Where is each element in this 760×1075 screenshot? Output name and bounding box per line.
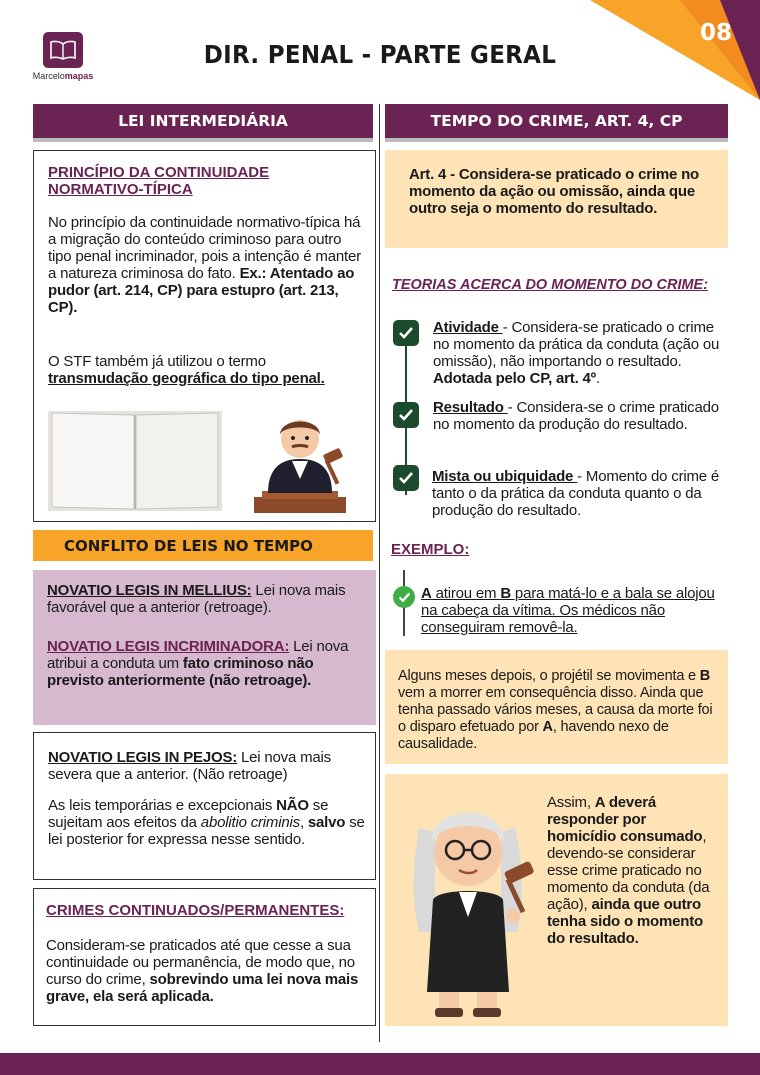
pejus-text: NOVATIO LEGIS IN PEJOS: Lei nova mais severa que a anterior. (Não retroage) — [48, 749, 331, 783]
teoria-atividade: Atividade - Considera-se praticado o crime no momento da prática da conduta (ação ou omissão), não importando o resultado. Adotada pelo CP, art. 4º. — [433, 319, 720, 387]
temporarias-text: As leis temporárias e excepcionais NÃO se sujeitam aos efeitos da abolitio criminis, salvo se lei posterior for expressa nesse sentido. — [48, 797, 365, 848]
check-icon — [393, 402, 419, 428]
principio-text: No princípio da continuidade normativo-típica há a migração do conteúdo criminoso para outro tipo penal incriminador, pois a intenção é manter a natureza criminosa do fato. Ex.: Atentado ao pudor (art. 214, CP) para estupro (art. 213, CP). — [48, 214, 361, 316]
conclusao-box — [385, 774, 728, 1026]
meses-box — [385, 650, 728, 764]
logo-text: Marcelomapas — [32, 71, 94, 81]
check-icon — [393, 465, 419, 491]
meses-text: Alguns meses depois, o projétil se movimenta e B vem a morrer em consequência disso. Ainda que tenha passado vários meses, a causa da morte foi o disparo efetuado por A, havendo nexo de causalidade. — [398, 668, 713, 752]
mellius-text: NOVATIO LEGIS IN MELLIUS: Lei nova mais favorável que a anterior (retroage). — [47, 582, 346, 616]
stf-note: O STF também já utilizou o termo transmudação geográfica do tipo penal. — [48, 353, 325, 387]
art4-text: Art. 4 - Considera-se praticado o crime no momento da ação ou omissão, ainda que outro seja o momento do resultado. — [409, 166, 700, 217]
page-number: 08 — [699, 20, 732, 46]
crimes-text: Consideram-se praticados até que cesse a sua continuidade ou permanência, de modo que, no curso do crime, sobrevindo uma lei nova mais grave, ela será aplicada. — [46, 937, 359, 1005]
exemplo-text: A atirou em B para matá-lo e a bala se alojou na cabeça da vítima. Os médicos não conseguiram removê-la. — [421, 585, 715, 636]
principio-title: PRINCÍPIO DA CONTINUIDADE NORMATIVO-TÍPICA — [48, 164, 270, 198]
teoria-resultado: Resultado - Considera-se o crime praticado no momento da produção do resultado. — [433, 399, 719, 433]
open-book-illustration — [46, 409, 224, 513]
crimes-continuados-box — [33, 888, 376, 1026]
check-icon — [393, 320, 419, 346]
footer-bar — [0, 1053, 760, 1075]
art4-box — [385, 150, 728, 248]
exemplo-title: EXEMPLO: — [391, 541, 470, 558]
old-judge-illustration — [397, 792, 547, 1020]
conclusao-text: Assim, A deverá responder por homicídio consumado, devendo-se considerar esse crime praticado no momento da conduta (da ação), ainda que outro tenha sido o momento do resultado. — [547, 794, 710, 947]
novatio-mellius-box — [33, 570, 376, 725]
incriminadora-text: NOVATIO LEGIS INCRIMINADORA: Lei nova atribui a conduta um fato criminoso não previsto anteriormente (não retroage). — [47, 638, 349, 689]
column-divider — [379, 104, 380, 1042]
judge-illustration — [244, 403, 356, 515]
section-header-lei-intermediaria: LEI INTERMEDIÁRIA — [33, 104, 373, 142]
novatio-pejus-box — [33, 732, 376, 880]
check-circle-icon — [393, 586, 415, 608]
page-title: DIR. PENAL - PARTE GERAL — [203, 40, 557, 69]
teorias-title: TEORIAS ACERCA DO MOMENTO DO CRIME: — [392, 277, 709, 293]
principio-box — [33, 150, 376, 522]
section-header-tempo-do-crime: TEMPO DO CRIME, ART. 4, CP — [385, 104, 728, 142]
section-header-conflito: CONFLITO DE LEIS NO TEMPO — [33, 530, 373, 561]
teoria-mista: Mista ou ubiquidade - Momento do crime é tanto o da prática da conduta quanto o da produção do resultado. — [432, 468, 720, 519]
crimes-title: CRIMES CONTINUADOS/PERMANENTES: — [46, 902, 345, 919]
